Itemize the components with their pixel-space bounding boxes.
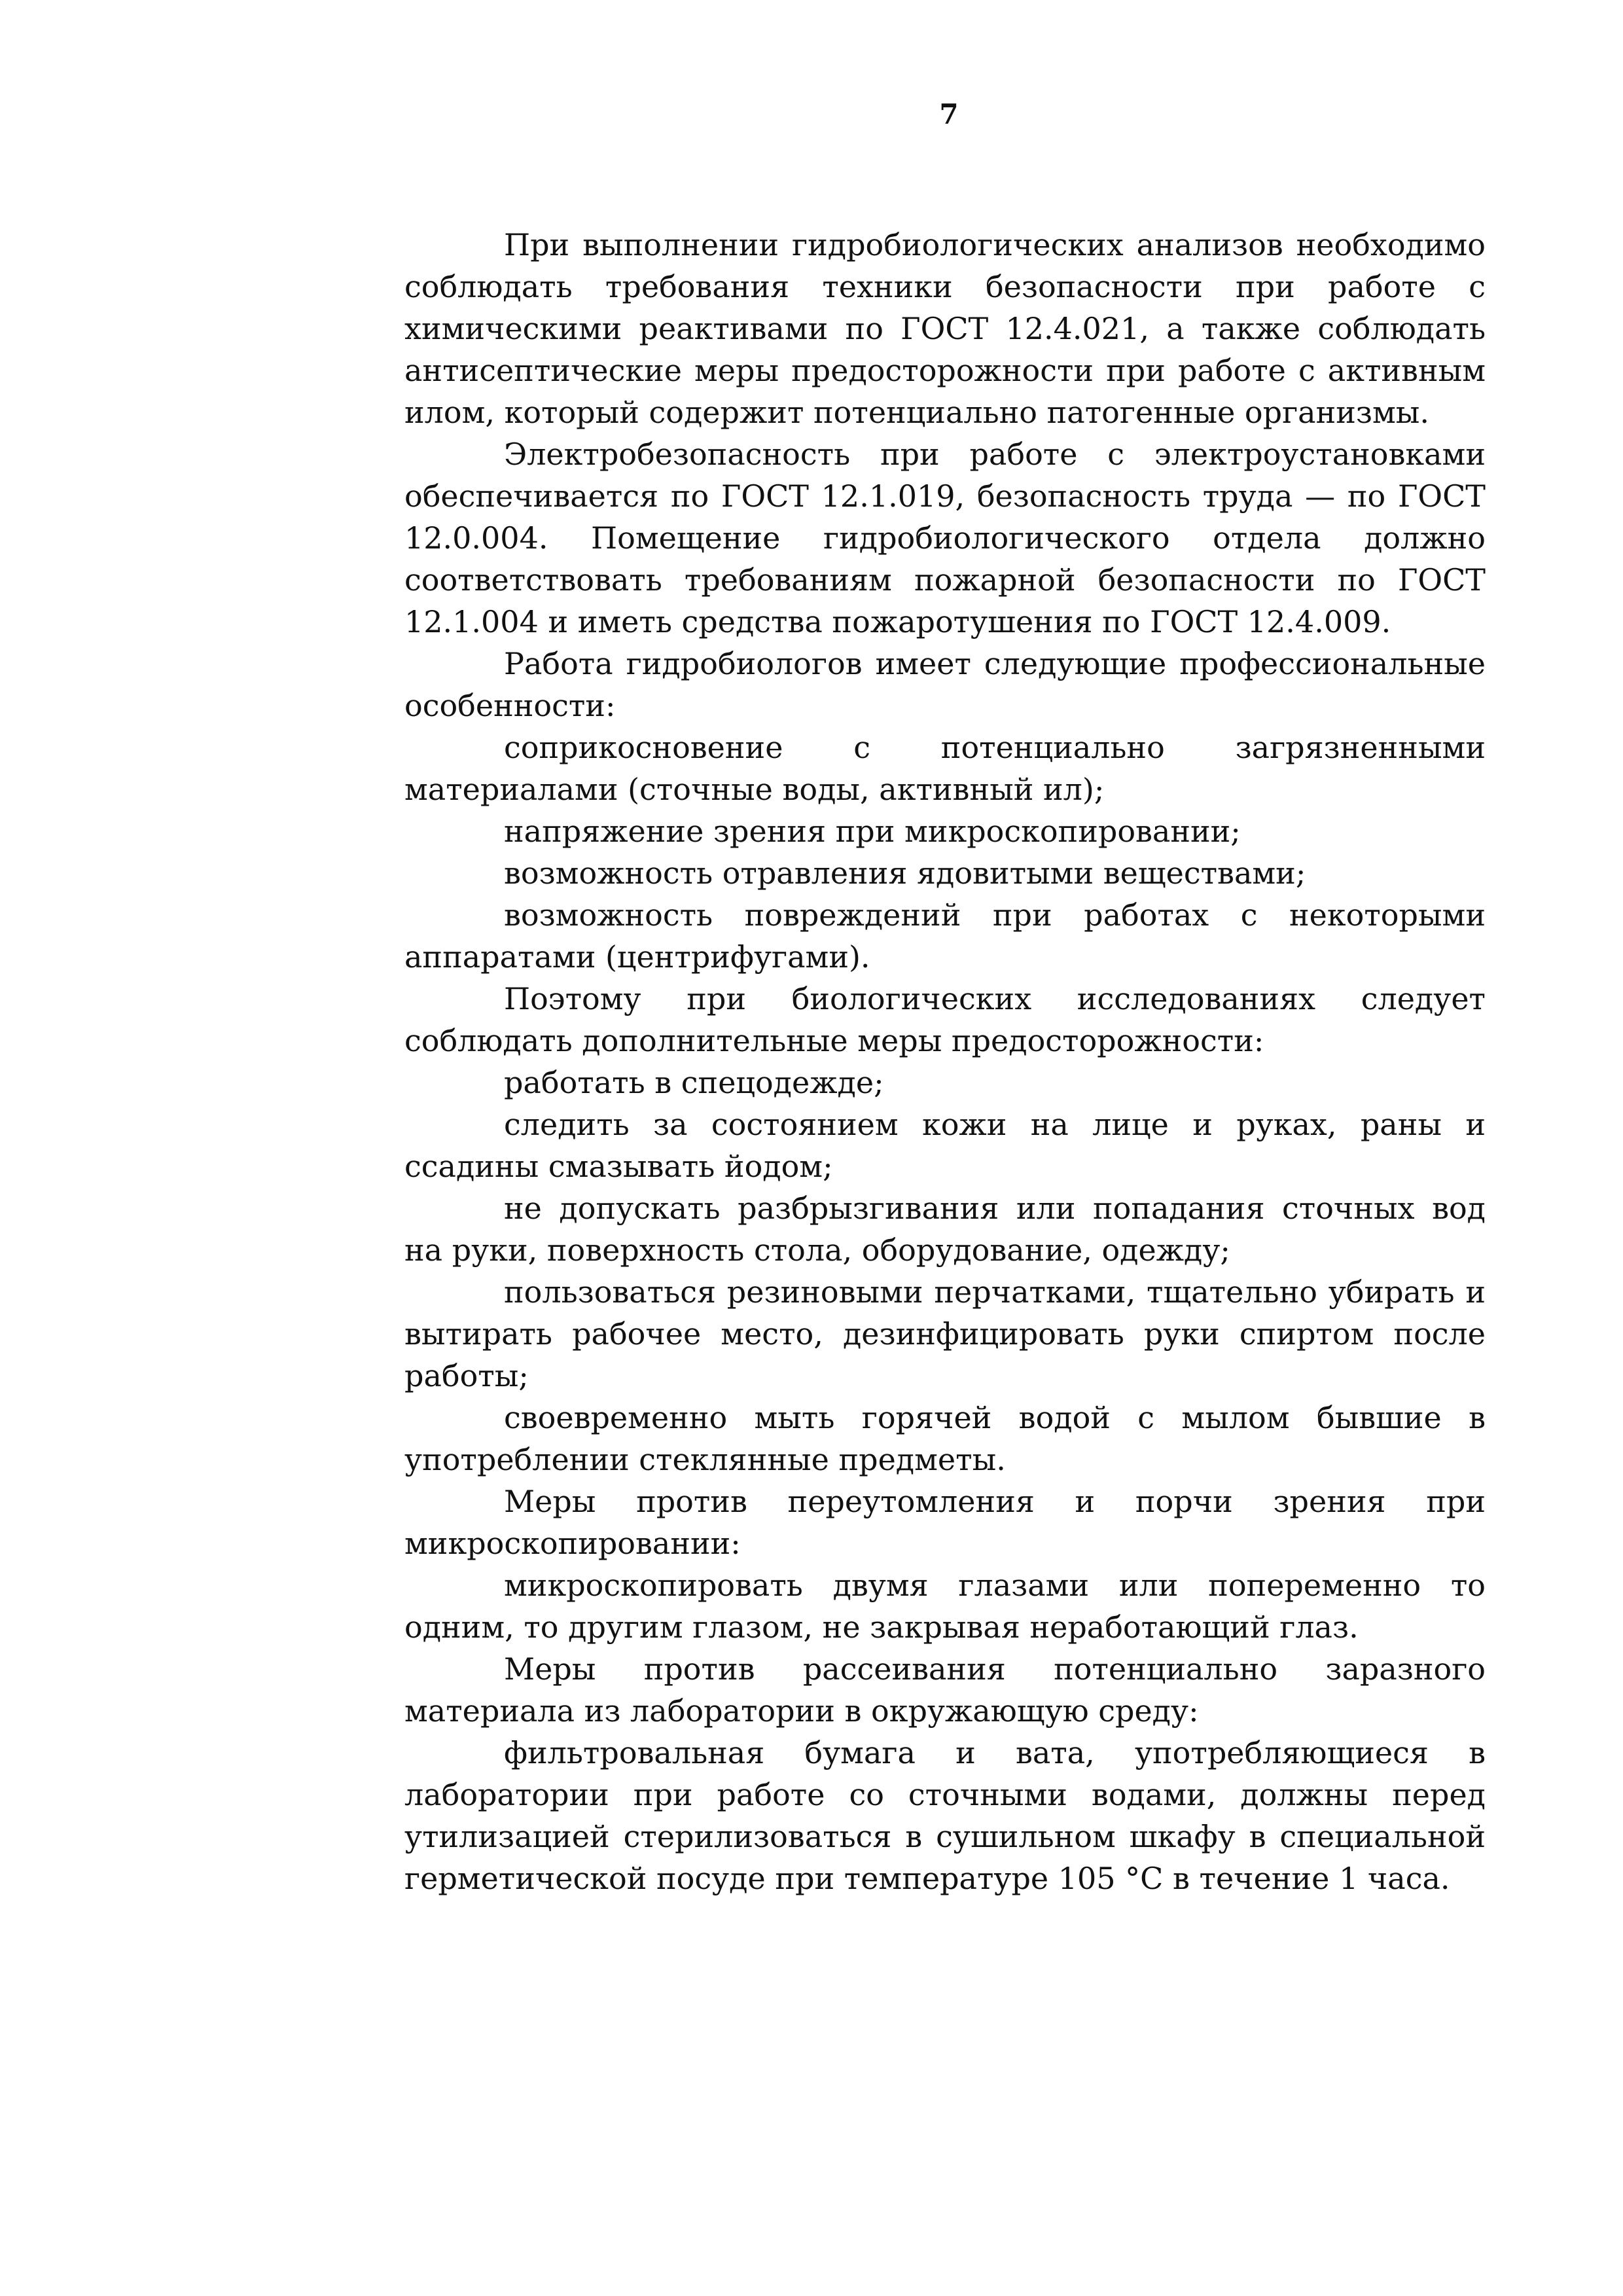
page-number: 7 [939,98,959,130]
list-item: возможность отравления ядовитыми веществами; [504,855,1306,891]
list-item: напряжение зрения при микроскопировании; [504,814,1241,849]
list-item: соприкосновение с потенциально загрязненными материалами (сточные воды, активный ил); [404,730,1486,807]
list-item: микроскопировать двумя глазами или попеременно то одним, то другим глазом, не закрывая неработающий глаз. [404,1568,1486,1645]
list-item: работать в спецодежде; [504,1065,884,1100]
list-item: следить за состоянием кожи на лице и руках, раны и ссадины смазывать йодом; [404,1107,1486,1184]
paragraph-electrical-safety: Электробезопасность при работе с электроустановками обеспечивается по ГОСТ 12.1.019, безопасность труда — по ГОСТ 12.0.004. Помещение гидробиологического отдела должно соответствовать требованиям пожарной безопасности по ГОСТ 12.1.004 и иметь средства пожаротушения по ГОСТ 12.4.009. [404,437,1486,639]
paragraph-precautions-intro: Поэтому при биологических исследованиях следует соблюдать дополнительные меры предосторожности: [404,981,1486,1058]
list-item: не допускать разбрызгивания или попадания сточных вод на руки, поверхность стола, оборудование, одежду; [404,1191,1486,1268]
document-body [404,224,1486,1899]
paragraph-eye-strain-intro: Меры против переутомления и порчи зрения при микроскопировании: [404,1484,1486,1561]
list-item: возможность повреждений при работах с некоторыми аппаратами (центрифугами). [404,897,1486,975]
paragraph-safety-requirements: При выполнении гидробиологических анализов необходимо соблюдать требования техники безопасности при работе с химическими реактивами по ГОСТ 12.4.021, а также соблюдать антисептические меры предосторожности при работе с активным илом, который содержит потенциально патогенные организмы. [404,227,1486,430]
list-item: пользоваться резиновыми перчатками, тщательно убирать и вытирать рабочее место, дезинфицировать руки спиртом после работы; [404,1274,1486,1393]
list-item: фильтровальная бумага и вата, употребляющиеся в лаборатории при работе со сточными водами, должны перед утилизацией стерилизоваться в сушильном шкафу в специальной герметической посуде при температуре 105 °С в течение 1 часа. [404,1735,1486,1896]
list-item: своевременно мыть горячей водой с мылом бывшие в употреблении стеклянные предметы. [404,1400,1486,1477]
paragraph-contamination-intro: Меры против рассеивания потенциально заразного материала из лаборатории в окружающую среду: [404,1651,1486,1729]
paragraph-work-features-intro: Работа гидробиологов имеет следующие профессиональные особенности: [404,646,1486,723]
